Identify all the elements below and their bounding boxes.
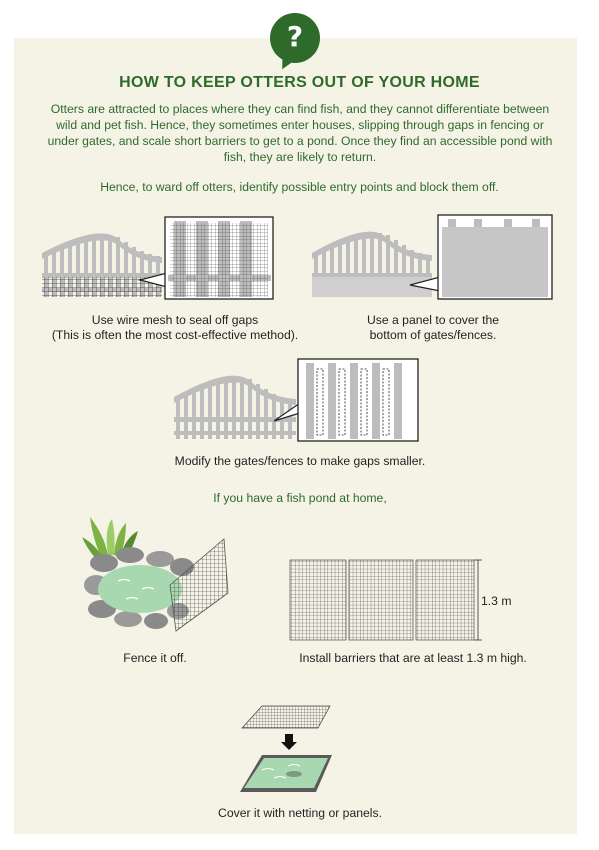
entry-points-note: Hence, to ward off otters, identify possible entry points and block them off. bbox=[100, 180, 499, 194]
wire-mesh-caption-line2: (This is often the most cost-effective method). bbox=[51, 328, 299, 342]
down-arrow-icon bbox=[281, 734, 297, 750]
fenced-pond-illustration bbox=[82, 515, 242, 640]
panel-caption bbox=[318, 313, 548, 343]
wire-mesh-caption bbox=[40, 313, 310, 343]
gate-smaller-gaps-illustration bbox=[172, 355, 424, 447]
barrier-height-label: 1.3 m bbox=[481, 594, 512, 608]
covered-pond-illustration bbox=[232, 700, 364, 800]
modify-caption: Modify the gates/fences to make gaps smaller. bbox=[174, 454, 426, 468]
gate-wire-mesh-illustration bbox=[40, 215, 280, 305]
question-badge bbox=[270, 13, 320, 63]
intro-paragraph: Otters are attracted to places where they can find fish, and they cannot differentiate between wild and pet fish. Hence, they sometimes enter houses, slipping through gaps in fencing or under gates, and scale short barriers to get to a pond. Once they find an accessible pond with fish, they are likely to return. bbox=[47, 102, 553, 164]
barrier-caption: Install barriers that are at least 1.3 m high. bbox=[299, 651, 527, 665]
cover-caption: Cover it with netting or panels. bbox=[218, 806, 382, 820]
pond-section-heading: If you have a fish pond at home, bbox=[213, 491, 387, 505]
panel-caption-line2: bottom of gates/fences. bbox=[369, 328, 497, 342]
wire-mesh-caption-line1: Use wire mesh to seal off gaps bbox=[91, 313, 259, 327]
page-title: HOW TO KEEP OTTERS OUT OF YOUR HOME bbox=[119, 74, 480, 91]
panel-caption-line1: Use a panel to cover the bbox=[366, 313, 500, 327]
gate-panel-illustration bbox=[308, 213, 558, 305]
question-mark-icon: ? bbox=[286, 20, 304, 53]
fence-caption: Fence it off. bbox=[123, 651, 187, 665]
